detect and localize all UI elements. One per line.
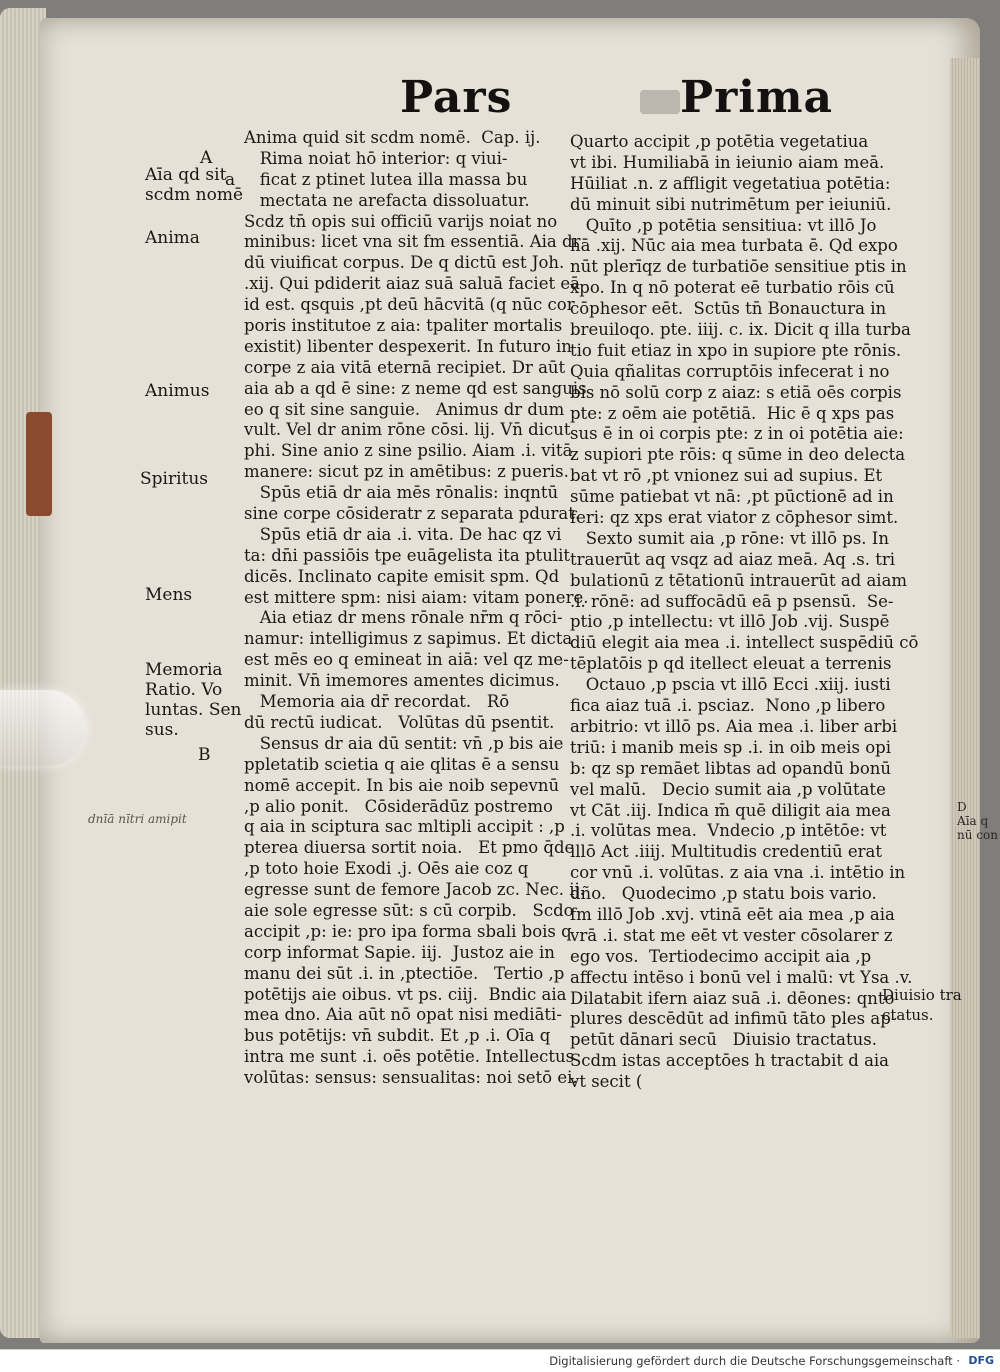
text-line: tēplatōis p qd itellect eleuat a terrenis [570,654,892,674]
text-line: dū viuificat corpus. De q dictū est Joh. [244,253,565,273]
text-line: Quīto ,p potētia sensitiua: vt illō Jo [570,215,877,235]
text-line: bis nō solū corp z aiaz: s etiā oēs corpis [570,382,902,402]
handwritten-note: dnīā nītri amipit [88,812,187,826]
show-through-ink [640,90,680,114]
text-line: ficat z ptinet lutea illa massa bu [244,169,528,189]
text-line: Dilatabit ifern aiaz suā .i. dēones: qnto [570,988,895,1008]
text-line: illō Act .iiij. Multitudis credentiū erat [570,842,882,862]
text-line: fica aiaz tuā .i. psciaz. Nono ,p libero [570,696,886,716]
text-line: Spūs etiā dr aia .i. vita. De hac qz vi [244,524,562,544]
margin-note-anima: Anima [145,228,200,248]
text-line: sine corpe cōsideratr z separata pdurat. [244,504,581,524]
margin-note-spiritus: Spiritus [140,469,209,489]
text-line: mea dno. Aia aūt nō opat nisi mediāti- [244,1005,562,1025]
text-line: Octauo ,p pscia vt illō Ecci .xiij. iusti [570,675,891,695]
text-line: corp informat Sapie. iij. Justoz aie in [244,942,555,962]
text-line: triū: i manib meis sp .i. in oib meis opi [570,737,891,757]
margin-letter-b: B [198,745,211,765]
text-line: minit. Vn̄ imemores amentes dicimus. [244,671,560,691]
margin-note-diuisio: Diuisio tra ctatus. [882,986,962,1024]
margin-letter-a: A [200,148,213,168]
text-line: egresse sunt de femore Jacob zc. Nec. ij. [244,880,585,900]
text-line: cor vnū .i. volūtas. z aia vna .i. intētio in [570,863,906,883]
text-line: aia ab a qd ē sine: z neme qd est sanguis [244,378,587,398]
text-line: vel malū. Decio sumit aia ,p volūtate [570,779,886,799]
bookmark-ribbon [26,412,52,516]
text-line: b: qz sp remāet libtas ad opandū bonū [570,758,892,778]
text-line: Spūs etiā dr aia mēs rōnalis: inqntū [244,483,559,503]
text-line: dū minuit sibi nutrimētum per ieiuniū. [570,194,892,214]
text-line: id est. qsquis ,pt deū hācvitā (q nūc cor [244,295,575,315]
text-line: ego vos. Tertiodecimo accipit aia ,p [570,946,872,966]
text-column-right [570,132,919,1093]
text-line: Quarto accipit ,p potētia vegetatiua [570,132,869,151]
margin-note-mens: Mens [145,585,193,605]
text-line: Rima noiat hō interior: q viui- [244,148,508,168]
page-holder-glass [0,690,86,766]
text-line: pterea diuersa sortit noia. Et pmo q̄de [244,838,575,858]
text-line: arbitrio: vt illō ps. Aia mea .i. liber arbi [570,716,898,736]
margin-footnote-a: a [225,170,236,190]
text-line: minibus: licet vna sit fm essentiā. Aia dr [244,232,581,252]
right-page-edge [950,58,980,1338]
text-line: sūme patiebat vt nā: ,pt pūctionē ad in [570,487,894,507]
text-line: vt ibi. Humiliabā in ieiunio aiam meā. [570,152,885,172]
text-line: Scdz tn̄ opis sui officiū varijs noiat no [244,211,558,231]
text-line: manere: sicut pz in amētibus: z pueris. [244,462,569,482]
text-line: ptio ,p intellectu: vt illō Job .vij. Suspē [570,612,890,632]
margin-note-animus: Animus [145,381,210,401]
text-line: Aia etiaz dr mens rōnale nr̄m q rōci- [244,608,563,628]
text-line: Hūiliat .n. z affligit vegetatiua potētia: [570,173,891,193]
text-line: plures descēdūt ad infimū tāto ples ap- [570,1009,897,1029]
text-line: breuiloqo. pte. iiij. c. ix. Dicit q illa turba [570,320,911,340]
footer-bar [0,1349,1000,1372]
margin-note-memoria: Memoria Ratio. Vo luntas. Sen sus. [145,660,242,740]
text-line: ta: dn̄i passiōis tpe euāgelista ita ptulit [244,545,571,565]
text-line: existit) libenter despexerit. In futuro in [244,336,572,356]
text-line: Quia qñalitas corruptōis infecerat i no [570,361,890,381]
text-line: bus potētijs: vn̄ subdit. Et ,p .i. Oīa q [244,1026,551,1046]
text-line: dño. Quodecimo ,p statu bois vario. [570,884,877,904]
text-line: namur: intelligimus z sapimus. Et dicta [244,629,573,649]
text-line: z supiori pte rōis: q sūme in deo delecta [570,445,906,465]
text-line: vt secit ( [570,1072,643,1092]
text-line: corpe z aia vitā eternā recipiet. Dr aūt [244,357,566,377]
text-line: mectata ne arefacta dissoluatur. [244,190,530,210]
text-line: vrā .i. stat me eēt vt vester cōsolarer z [570,925,893,945]
text-line: potētijs aie oibus. vt ps. ciij. Bndic aia [244,984,567,1004]
text-line: est mēs eo q emineat in aiā: vel qz me- [244,650,569,670]
text-line: .xij. Qui pdiderit aiaz suā saluā faciet eā [244,274,580,294]
text-line: affectu intēso i bonū vel i malū: vt Ysa .v. [570,967,913,987]
text-line: manu dei sūt .i. in ,ptectiōe. Tertio ,p [244,963,565,983]
text-line: petūt dānari secū Diuisio tractatus. [570,1030,877,1050]
text-line: feri: qz xps erat viator z cōphesor simt. [570,508,899,528]
funding-credit: Digitalisierung gefördert durch die Deutsche Forschungsgemeinschaft · [549,1354,960,1368]
text-line: diū elegit aia mea .i. intellect suspēdiū cō [570,633,919,653]
text-line: Memoria aia dr̄ recordat. Rō [244,692,510,712]
text-line: Anima quid sit scdm nomē. Cap. ij. [244,128,541,147]
text-line: est mittere spm: nisi aiam: vitam ponere. [244,587,589,607]
text-line: vult. Vel dr anim rōne cōsi. lij. Vn̄ dicut [244,420,571,440]
text-line: bulationū z tētationū intrauerūt ad aiam [570,570,908,590]
running-head-left: Pars [400,72,513,123]
text-line: aie sole egresse sūt: s cū corpib. Scdo [244,900,574,920]
text-line: .i. rōnē: ad suffocādū eā p psensū. Se- [570,591,894,611]
text-line: .i. volūtas mea. Vndecio ,p intētōe: vt [570,821,887,841]
text-line: Scdm istas acceptōes h tractabit d aia [570,1051,890,1071]
text-line: Sexto sumit aia ,p rōne: vt illō ps. In [570,528,889,548]
text-line: pte: z oēm aie potētiā. Hic ē q xps pas [570,403,895,423]
text-line: ppletatib scietia q aie qlitas ē a sensu [244,754,560,774]
facing-page-fragment: D Aīa q nū con [957,800,998,842]
text-line: sus ē in oi corpis pte: z in oi potētia aie: [570,424,904,444]
text-line: cōphesor eēt. Sctūs tn̄ Bonauctura in [570,299,887,319]
text-line: accipit ,p: ie: pro ipa forma sbali bois q [244,921,572,941]
text-line: ,p alio ponit. Cōsiderādūz postremo [244,796,553,816]
dfg-logo: DFG [968,1354,994,1367]
text-line: trauerūt aq vsqz ad aiaz meā. Aq .s. tri [570,549,896,569]
text-line: dicēs. Inclinato capite emisit spm. Qd [244,566,560,586]
text-line: phi. Sine anio z sine psilio. Aiam .i. vitā [244,441,573,461]
text-line: nūt plerīqz de turbatiōe sensitiue ptis in [570,257,907,277]
running-head-right: Prima [680,72,834,123]
text-line: Sensus dr aia dū sentit: vn̄ ,p bis aie [244,733,564,753]
text-line: bat vt rō ,pt vnionez sui ad supius. Et [570,466,883,486]
text-line: nomē accepit. In bis aie noib sepevnū [244,775,560,795]
text-line: volūtas: sensus: sensualitas: noi setō ei. [244,1068,578,1088]
text-line: fm illō Job .xvj. vtinā eēt aia mea ,p aia [570,904,895,924]
text-line: poris institutoe z aia: tpaliter mortalis [244,316,563,336]
text-line: vt Cāt .iij. Indica m̄ quē diligit aia mea [570,800,891,820]
text-line: tio fuit etiaz in xpo in supiore pte rōnis. [570,340,902,360]
text-column-left [244,128,589,1089]
text-line: intra me sunt .i. oēs potētie. Intellectus [244,1047,575,1067]
margin-note-anima-nomen: Aīa qd sit scdm nomē [145,165,244,205]
text-line: dū rectū iudicat. Volūtas dū psentit. [244,712,555,732]
text-line: q aia in sciptura sac mltipli accipit : ,p [244,817,565,837]
text-line: hā .xij. Nūc aia mea turbata ē. Qd expo [570,236,898,256]
text-line: eo q sit sine sanguie. Animus dr dum [244,399,565,419]
text-line: xpo. In q nō poterat eē turbatio rōis cū [570,278,895,298]
text-line: ,p toto hoie Exodi .j. Oēs aie coz q [244,859,529,879]
